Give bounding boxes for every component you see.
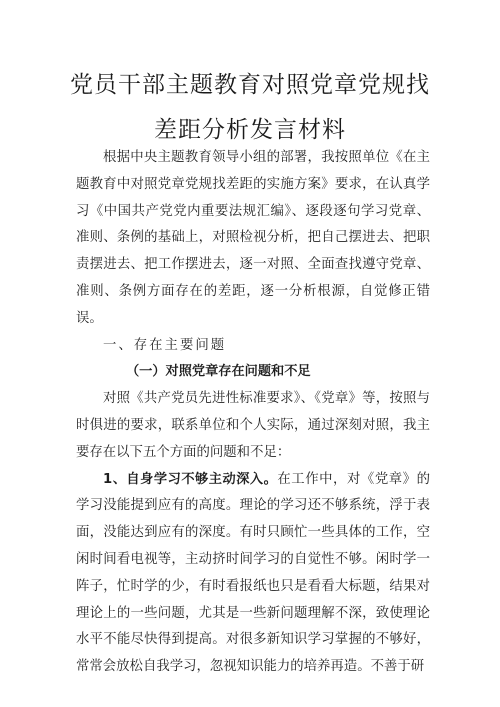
document-title-line-1: 党员干部主题教育对照党章党规找 [70,72,430,98]
item-1-text: 在工作中，对《党章》的学习没能提到应有的高度。理论的学习还不够系统，浮于表面，没能达到应有的深度。有时只顾忙一些具体的工作，空闲时间看电视等，主动挤时间学习的自觉性不够。闲时学一阵子，忙时学的少，有时看报纸也只是看看大标题，结果对理论上的一些问题，尤其是一些新问题理解不深，致使理论水平不能尽快得到提高。对很多新知识学习掌握的不够好，常常会放松自我学习，忽视知识能力的培养再造。不善于研 [76,471,430,675]
section-heading-problems: 一、存在主要问题 [103,337,227,353]
document-title-line-2: 差距分析发言材料 [154,117,346,143]
subsection-heading-party-constitution: （一）对照党章存在问题和不足 [126,364,311,380]
item-1-lead: 1、自身学习不够主动深入。 [103,471,278,487]
document-body [76,145,430,681]
intro-paragraph: 根据中央主题教育领导小组的部署，我按照单位《在主题教育中对照党章党规找差距的实施方案》要求，在认真学习《中国共产党党内重要法规汇编》、逐段逐句学习党章、准则、条例的基础上，对照检视分析，把自己摆进去、把职责摆进去、把工作摆进去，逐一对照、全面查找遵守党章、准则、条例方面存在的差距，逐一分析根源，自觉修正错误。 [76,150,430,326]
subsection-intro-paragraph: 对照《共产党员先进性标准要求》、《党章》等，按照与时俱进的要求，联系单位和个人实际，通过深刻对照，我主要存在以下五个方面的问题和不足： [76,391,430,460]
item-1-paragraph [76,467,430,681]
